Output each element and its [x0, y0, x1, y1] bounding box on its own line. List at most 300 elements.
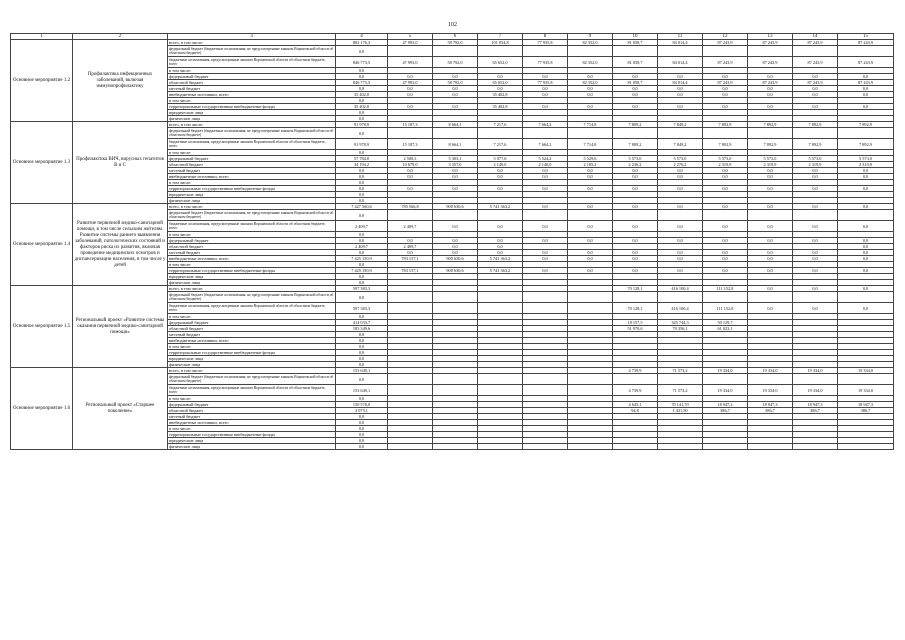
- amount-cell: 0,0: [336, 232, 388, 238]
- amount-cell: 0,0: [703, 86, 748, 92]
- amount-cell: 846 773,5: [336, 57, 388, 68]
- amount-cell: [568, 292, 613, 303]
- amount-cell: 0,0: [703, 168, 748, 174]
- amount-cell: [703, 444, 748, 450]
- amount-cell: 0,0: [336, 356, 388, 362]
- amount-cell: 0,0: [703, 221, 748, 232]
- event-title: Основное мероприятие 1.6: [11, 368, 73, 450]
- funding-source: внебюджетные источники, всего: [168, 420, 336, 426]
- amount-cell: 0,0: [336, 98, 388, 104]
- amount-cell: 0,0: [613, 204, 658, 210]
- amount-cell: 15 187,3: [388, 139, 433, 150]
- amount-cell: 0,0: [613, 256, 658, 262]
- amount-cell: [568, 303, 613, 314]
- amount-cell: 15 187,3: [388, 122, 433, 128]
- funding-source: областной бюджет: [168, 244, 336, 250]
- amount-cell: 900 630,6: [433, 204, 478, 210]
- amount-cell: 0,0: [523, 256, 568, 262]
- funding-source: бюджетные ассигнования, предусмотренные законом Воронежской области об областном бюджете, всего: [168, 385, 336, 396]
- funding-source: в том числе:: [168, 232, 336, 238]
- amount-cell: 70 141,70: [658, 402, 703, 408]
- amount-cell: 0,0: [748, 221, 793, 232]
- amount-cell: 0,0: [523, 86, 568, 92]
- amount-cell: 0,0: [703, 256, 748, 262]
- amount-cell: 0,0: [433, 74, 478, 80]
- amount-cell: 101 054,8: [478, 40, 523, 46]
- amount-cell: 50 129,7: [703, 320, 748, 326]
- amount-cell: [523, 374, 568, 385]
- amount-cell: 19 334,0: [748, 368, 793, 374]
- amount-cell: 0,0: [613, 168, 658, 174]
- funding-source: территориальные государственные внебюджетные фонды: [168, 186, 336, 192]
- amount-cell: 82 352,0: [568, 80, 613, 86]
- amount-cell: 0,0: [388, 250, 433, 256]
- event-name: Региональный проект «Старшее поколение»: [73, 368, 168, 450]
- funding-source: федеральный бюджет: [168, 156, 336, 162]
- amount-cell: 18 947,3: [793, 402, 838, 408]
- amount-cell: [613, 292, 658, 303]
- amount-cell: [838, 128, 894, 139]
- amount-cell: 0,0: [568, 74, 613, 80]
- amount-cell: 0,0: [388, 74, 433, 80]
- amount-cell: 58 792,0: [433, 40, 478, 46]
- event-title: Основное мероприятие 1.4: [11, 204, 73, 286]
- amount-cell: 81 058,7: [613, 80, 658, 86]
- amount-cell: 0,0: [793, 92, 838, 98]
- amount-cell: [793, 210, 838, 221]
- amount-cell: [658, 128, 703, 139]
- amount-cell: 785 566,8: [388, 204, 433, 210]
- amount-cell: 0,0: [748, 186, 793, 192]
- amount-cell: 882 176,3: [336, 40, 388, 46]
- amount-cell: 7 664,2: [523, 139, 568, 150]
- amount-cell: 7 892,9: [703, 122, 748, 128]
- amount-cell: 0,0: [793, 86, 838, 92]
- amount-cell: 19 334,0: [748, 385, 793, 396]
- amount-cell: 0,0: [336, 128, 388, 139]
- amount-cell: [433, 385, 478, 396]
- amount-cell: 0,0: [838, 104, 894, 110]
- amount-cell: 58 792,0: [433, 80, 478, 86]
- amount-cell: 87 243,9: [703, 57, 748, 68]
- amount-cell: 2 409,7: [336, 221, 388, 232]
- amount-cell: 0,0: [613, 174, 658, 180]
- amount-cell: [703, 128, 748, 139]
- amount-cell: 0,0: [336, 274, 388, 280]
- funding-source: юридические лица: [168, 274, 336, 280]
- amount-cell: 0,0: [748, 92, 793, 98]
- amount-cell: 7 892,9: [703, 139, 748, 150]
- amount-cell: [433, 303, 478, 314]
- amount-cell: 0,0: [336, 174, 388, 180]
- amount-cell: 5 573,0: [613, 156, 658, 162]
- amount-cell: 0,0: [748, 174, 793, 180]
- amount-cell: [658, 444, 703, 450]
- funding-source: в том числе:: [168, 396, 336, 402]
- amount-cell: 0,0: [336, 186, 388, 192]
- amount-cell: 0,0: [613, 104, 658, 110]
- funding-source: федеральный бюджет: [168, 402, 336, 408]
- amount-cell: 70 128,1: [613, 286, 658, 292]
- funding-source: в том числе:: [168, 180, 336, 186]
- amount-cell: 7 714,8: [568, 139, 613, 150]
- event-name: Развитие первичной медико-санитарной помощи, в том числе сельским жителям. Развитие системы раннего выявления заболеваний, патологических состояний и факторов риска их развития, включая проведение медицинских осмотров и диспансеризации населения, в том числе у детей: [73, 204, 168, 286]
- amount-cell: 0,0: [658, 186, 703, 192]
- amount-cell: 35 402,8: [478, 92, 523, 98]
- amount-cell: 7 664,2: [523, 122, 568, 128]
- amount-cell: [748, 444, 793, 450]
- amount-cell: [613, 46, 658, 57]
- amount-cell: 70 128,1: [613, 303, 658, 314]
- amount-cell: 87 243,9: [793, 80, 838, 86]
- amount-cell: 0,0: [336, 250, 388, 256]
- amount-cell: 386,7: [748, 408, 793, 414]
- funding-source: внебюджетные источники, всего: [168, 92, 336, 98]
- amount-cell: 8 664,1: [433, 139, 478, 150]
- amount-cell: 0,0: [748, 238, 793, 244]
- amount-cell: 0,0: [523, 238, 568, 244]
- amount-cell: [523, 128, 568, 139]
- funding-source: территориальные государственные внебюджетные фонды: [168, 268, 336, 274]
- page-number: 102: [448, 22, 457, 28]
- amount-cell: 84 014,4: [658, 80, 703, 86]
- amount-cell: 0,0: [703, 74, 748, 80]
- event-name: Региональный проект «Развитие системы оказания первичной медико-санитарной помощи»: [73, 286, 168, 368]
- amount-cell: 0,0: [613, 86, 658, 92]
- amount-cell: [478, 46, 523, 57]
- column-number: 8: [523, 34, 568, 40]
- amount-cell: 0,0: [336, 46, 388, 57]
- amount-cell: 846 773,5: [336, 80, 388, 86]
- amount-cell: 0,0: [748, 256, 793, 262]
- amount-cell: 0,0: [793, 186, 838, 192]
- amount-cell: [433, 444, 478, 450]
- amount-cell: 153 649,1: [336, 385, 388, 396]
- amount-cell: 0,0: [336, 414, 388, 420]
- amount-cell: 0,0: [568, 174, 613, 180]
- funding-source: бюджетные ассигнования, предусмотренные законом Воронежской области об областном бюджете, всего: [168, 139, 336, 150]
- amount-cell: 87 243,9: [838, 40, 894, 46]
- amount-cell: 0,0: [703, 92, 748, 98]
- amount-cell: 0,0: [703, 204, 748, 210]
- funding-source: всего, в том числе:: [168, 286, 336, 292]
- amount-cell: 5 303,1: [433, 156, 478, 162]
- amount-cell: [568, 128, 613, 139]
- amount-cell: 87 243,9: [748, 80, 793, 86]
- amount-cell: 19 334,0: [793, 385, 838, 396]
- amount-cell: 0,0: [703, 268, 748, 274]
- amount-cell: 7 892,9: [793, 122, 838, 128]
- amount-cell: 2 409,7: [388, 244, 433, 250]
- amount-cell: 416 100,4: [658, 286, 703, 292]
- amount-cell: 2 140,0: [523, 162, 568, 168]
- amount-cell: 0,0: [336, 292, 388, 303]
- amount-cell: 2 236,2: [613, 162, 658, 168]
- amount-cell: 0,0: [433, 104, 478, 110]
- amount-cell: 0,0: [336, 74, 388, 80]
- funding-source: всего, в том числе:: [168, 204, 336, 210]
- amount-cell: 4 739,9: [613, 385, 658, 396]
- amount-cell: 0,0: [613, 268, 658, 274]
- amount-cell: 0,0: [748, 250, 793, 256]
- amount-cell: 0,0: [523, 168, 568, 174]
- amount-cell: 70 356,1: [658, 326, 703, 332]
- amount-cell: 0,0: [336, 438, 388, 444]
- amount-cell: 0,0: [658, 268, 703, 274]
- amount-cell: 87 243,9: [703, 40, 748, 46]
- amount-cell: 0,0: [433, 221, 478, 232]
- funding-source: федеральный бюджет (бюджетные ассигнования, не предусмотренные законом Воронежской области об областном бюджете): [168, 46, 336, 57]
- amount-cell: 0,0: [478, 168, 523, 174]
- amount-cell: 0,0: [568, 168, 613, 174]
- amount-cell: 0,0: [658, 204, 703, 210]
- amount-cell: 0,0: [336, 110, 388, 116]
- funding-source: внебюджетные источники, всего: [168, 174, 336, 180]
- amount-cell: 0,0: [658, 104, 703, 110]
- amount-cell: [568, 210, 613, 221]
- amount-cell: 0,0: [838, 168, 894, 174]
- amount-cell: [388, 374, 433, 385]
- amount-cell: 0,0: [388, 238, 433, 244]
- amount-cell: 1 431,50: [658, 408, 703, 414]
- amount-cell: 87 243,9: [793, 57, 838, 68]
- amount-cell: 386,7: [793, 408, 838, 414]
- column-number: 7: [478, 34, 523, 40]
- amount-cell: 7 849,2: [658, 122, 703, 128]
- funding-source: федеральный бюджет (бюджетные ассигнования, не предусмотренные законом Воронежской области об областном бюджете): [168, 210, 336, 221]
- amount-cell: 7 217,6: [478, 139, 523, 150]
- amount-cell: 19 334,0: [703, 368, 748, 374]
- amount-cell: 65 652,0: [478, 57, 523, 68]
- funding-source: юридические лица: [168, 438, 336, 444]
- amount-cell: [388, 385, 433, 396]
- amount-cell: 10 679,0: [388, 162, 433, 168]
- amount-cell: [523, 385, 568, 396]
- amount-cell: 5 573,0: [703, 156, 748, 162]
- amount-cell: 0,0: [658, 238, 703, 244]
- amount-cell: 18 157,5: [613, 320, 658, 326]
- amount-cell: [433, 46, 478, 57]
- amount-cell: 82 352,0: [568, 57, 613, 68]
- amount-cell: 0,0: [793, 174, 838, 180]
- funding-source: физические лица: [168, 198, 336, 204]
- amount-cell: 7 892,9: [838, 122, 894, 128]
- amount-cell: 0,0: [336, 210, 388, 221]
- amount-cell: 0,0: [336, 374, 388, 385]
- amount-cell: 0,0: [613, 186, 658, 192]
- amount-cell: 0,0: [336, 86, 388, 92]
- amount-cell: 87 243,9: [793, 40, 838, 46]
- column-number: 12: [703, 34, 748, 40]
- amount-cell: [748, 374, 793, 385]
- amount-cell: 0,0: [336, 432, 388, 438]
- amount-cell: 0,0: [523, 268, 568, 274]
- amount-cell: 0,0: [336, 262, 388, 268]
- amount-cell: 0,0: [568, 186, 613, 192]
- amount-cell: 0,0: [336, 420, 388, 426]
- funding-source: областной бюджет: [168, 326, 336, 332]
- amount-cell: [793, 374, 838, 385]
- funding-source: физические лица: [168, 444, 336, 450]
- amount-cell: 0,0: [658, 168, 703, 174]
- amount-cell: [478, 444, 523, 450]
- amount-cell: [748, 210, 793, 221]
- amount-cell: [613, 128, 658, 139]
- amount-cell: 0,0: [793, 286, 838, 292]
- column-number: 10: [613, 34, 658, 40]
- amount-cell: 3 357,0: [433, 162, 478, 168]
- amount-cell: 82 352,0: [568, 40, 613, 46]
- amount-cell: 0,0: [748, 268, 793, 274]
- amount-cell: [388, 210, 433, 221]
- amount-cell: 0,0: [613, 238, 658, 244]
- amount-cell: 597 383,3: [336, 303, 388, 314]
- amount-cell: 5 573,0: [838, 156, 894, 162]
- event-title: Основное мероприятие 1.5: [11, 286, 73, 368]
- amount-cell: 0,0: [388, 104, 433, 110]
- amount-cell: [703, 46, 748, 57]
- amount-cell: 7 714,8: [568, 122, 613, 128]
- amount-cell: 5 573,0: [793, 156, 838, 162]
- funding-source: областной бюджет: [168, 80, 336, 86]
- funding-source: в том числе:: [168, 314, 336, 320]
- amount-cell: 2 140,0: [478, 162, 523, 168]
- funding-source: местный бюджет: [168, 86, 336, 92]
- funding-source: внебюджетные источники, всего: [168, 256, 336, 262]
- amount-cell: 34 194,2: [336, 162, 388, 168]
- amount-cell: 94,8: [613, 408, 658, 414]
- amount-cell: [838, 444, 894, 450]
- amount-cell: [748, 46, 793, 57]
- amount-cell: 7 425 150,9: [336, 268, 388, 274]
- amount-cell: 0,0: [523, 174, 568, 180]
- amount-cell: 0,0: [748, 204, 793, 210]
- amount-cell: 0,0: [793, 256, 838, 262]
- amount-cell: 7 892,9: [838, 139, 894, 150]
- column-number: 4: [336, 34, 388, 40]
- amount-cell: 0,0: [568, 268, 613, 274]
- amount-cell: 0,0: [568, 221, 613, 232]
- amount-cell: [388, 444, 433, 450]
- amount-cell: 0,0: [793, 104, 838, 110]
- amount-cell: [793, 46, 838, 57]
- amount-cell: 0,0: [523, 186, 568, 192]
- column-number: 3: [168, 34, 336, 40]
- column-number: 5: [388, 34, 433, 40]
- amount-cell: 0,0: [838, 286, 894, 292]
- amount-cell: 0,0: [793, 303, 838, 314]
- amount-cell: 0,0: [478, 86, 523, 92]
- amount-cell: [388, 303, 433, 314]
- amount-cell: 0,0: [703, 250, 748, 256]
- amount-cell: [568, 385, 613, 396]
- amount-cell: 0,0: [838, 303, 894, 314]
- amount-cell: 111 152,8: [703, 303, 748, 314]
- amount-cell: 35 402,8: [336, 92, 388, 98]
- amount-cell: 3 073,1: [336, 408, 388, 414]
- amount-cell: 783 157,1: [388, 256, 433, 262]
- funding-source: местный бюджет: [168, 168, 336, 174]
- amount-cell: 58 792,0: [433, 57, 478, 68]
- event-name: Профилактика ВИЧ, вирусных гепатитов В и С: [73, 122, 168, 204]
- amount-cell: 0,0: [658, 250, 703, 256]
- funding-source: федеральный бюджет: [168, 320, 336, 326]
- amount-cell: 0,0: [838, 250, 894, 256]
- amount-cell: 2 319,9: [793, 162, 838, 168]
- amount-cell: [523, 444, 568, 450]
- amount-cell: [658, 374, 703, 385]
- funding-source: в том числе:: [168, 426, 336, 432]
- funding-source: областной бюджет: [168, 408, 336, 414]
- column-number: 15: [838, 34, 894, 40]
- amount-cell: 0,0: [388, 92, 433, 98]
- amount-cell: 87 243,9: [838, 80, 894, 86]
- funding-source: всего, в том числе:: [168, 122, 336, 128]
- funding-source: федеральный бюджет: [168, 238, 336, 244]
- amount-cell: 2 276,2: [658, 162, 703, 168]
- amount-cell: 0,0: [568, 92, 613, 98]
- amount-cell: [523, 292, 568, 303]
- amount-cell: 386,7: [703, 408, 748, 414]
- amount-cell: 0,0: [336, 280, 388, 286]
- amount-cell: 0,0: [433, 186, 478, 192]
- amount-cell: [568, 46, 613, 57]
- amount-cell: [658, 292, 703, 303]
- amount-cell: 19 334,0: [703, 385, 748, 396]
- amount-cell: 0,0: [838, 221, 894, 232]
- amount-cell: 87 243,9: [838, 57, 894, 68]
- amount-cell: 0,0: [838, 174, 894, 180]
- amount-cell: 900 630,6: [433, 268, 478, 274]
- amount-cell: 0,0: [658, 221, 703, 232]
- amount-cell: 0,0: [478, 221, 523, 232]
- amount-cell: 0,0: [613, 92, 658, 98]
- amount-cell: [658, 46, 703, 57]
- amount-cell: 0,0: [336, 68, 388, 74]
- amount-cell: [478, 210, 523, 221]
- funding-source: федеральный бюджет (бюджетные ассигнования, не предусмотренные законом Воронежской области об областном бюджете): [168, 128, 336, 139]
- funding-source: в том числе:: [168, 262, 336, 268]
- amount-cell: 4 739,9: [613, 368, 658, 374]
- amount-cell: 0,0: [748, 168, 793, 174]
- amount-cell: 0,0: [523, 221, 568, 232]
- amount-cell: 7 892,9: [748, 122, 793, 128]
- amount-cell: [478, 385, 523, 396]
- amount-cell: 0,0: [838, 268, 894, 274]
- event-title: Основное мероприятие 1.3: [11, 122, 73, 204]
- funding-source: в том числе:: [168, 68, 336, 74]
- amount-cell: 84 014,4: [658, 57, 703, 68]
- funding-source: юридические лица: [168, 110, 336, 116]
- amount-cell: 0,0: [793, 204, 838, 210]
- amount-cell: 77 935,8: [523, 57, 568, 68]
- amount-cell: 0,0: [478, 74, 523, 80]
- amount-cell: [523, 303, 568, 314]
- column-number: 13: [748, 34, 793, 40]
- amount-cell: 0,0: [336, 426, 388, 432]
- amount-cell: [748, 292, 793, 303]
- amount-cell: 0,0: [336, 444, 388, 450]
- amount-cell: 7 849,2: [658, 139, 703, 150]
- amount-cell: [793, 292, 838, 303]
- amount-cell: 0,0: [478, 238, 523, 244]
- amount-cell: [478, 128, 523, 139]
- amount-cell: 91 978,9: [336, 139, 388, 150]
- amount-cell: [793, 444, 838, 450]
- amount-cell: 2 409,7: [388, 221, 433, 232]
- amount-cell: 77 935,8: [523, 80, 568, 86]
- amount-cell: 0,0: [838, 204, 894, 210]
